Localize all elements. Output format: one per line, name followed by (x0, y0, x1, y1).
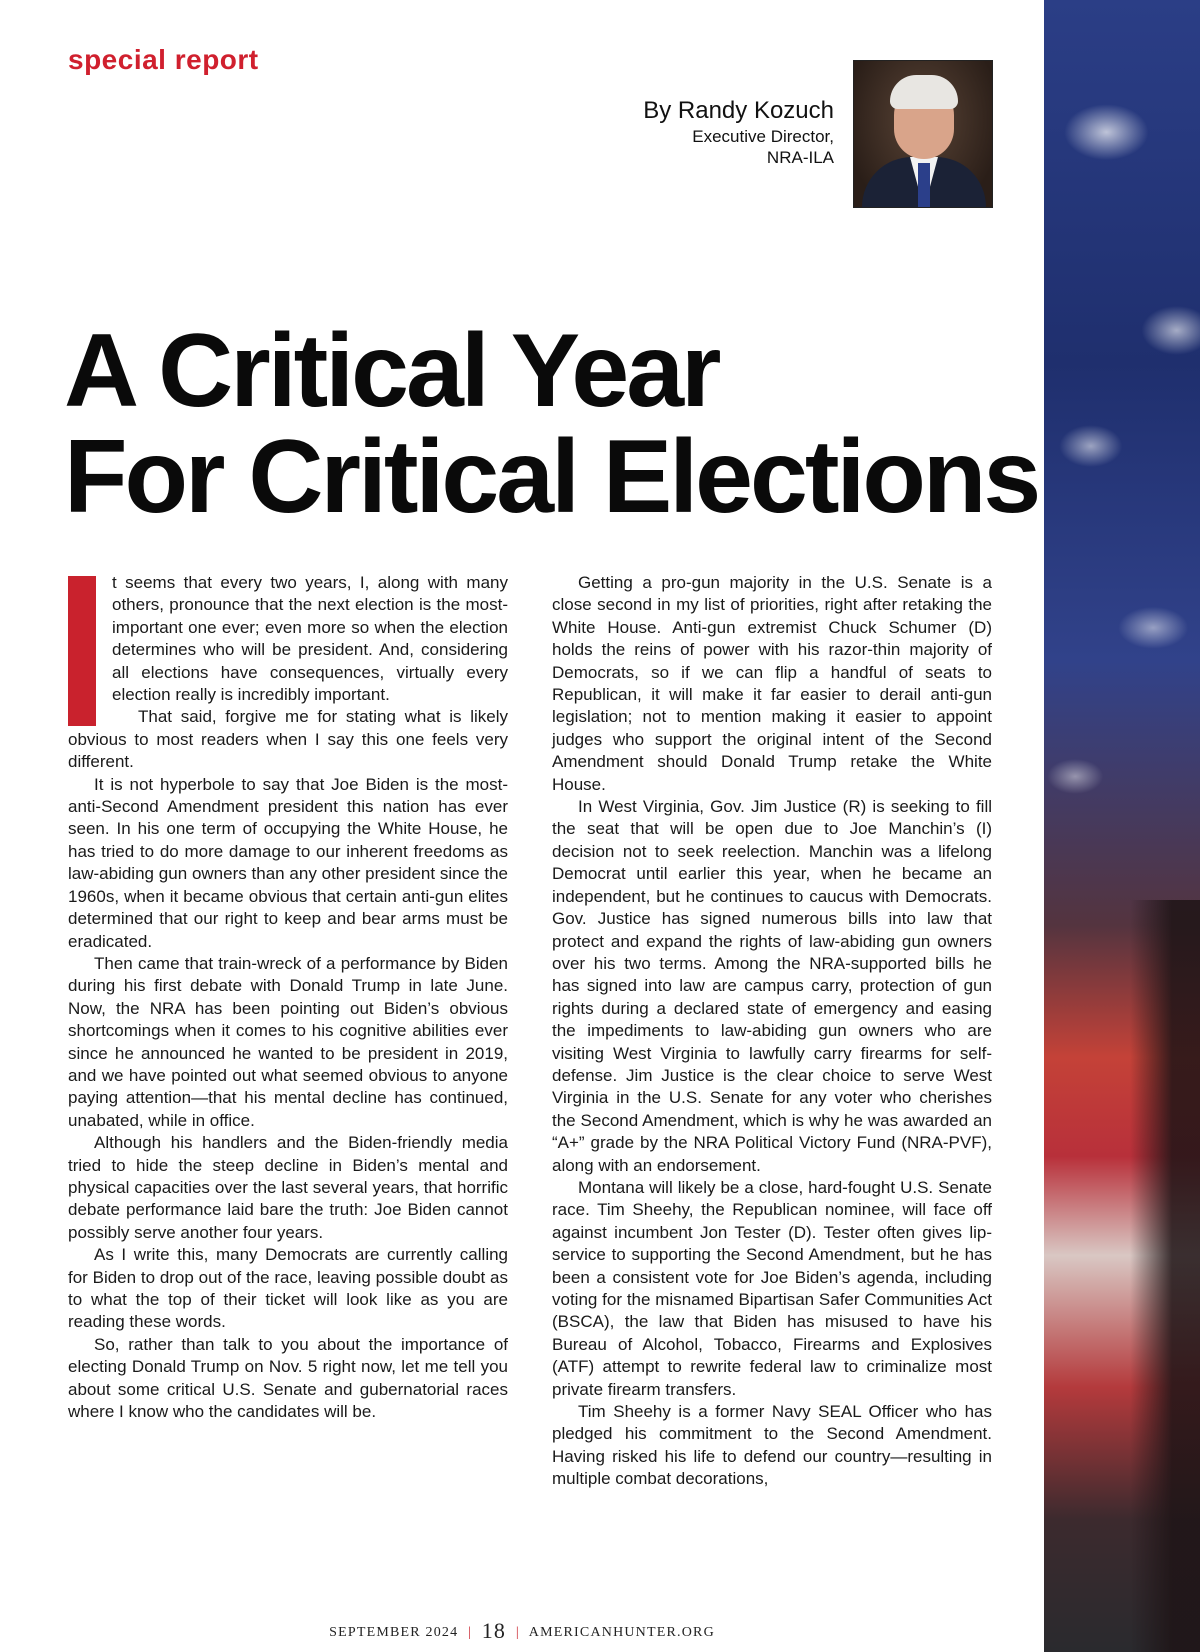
author-headshot (853, 60, 993, 208)
article-paragraph: Although his handlers and the Biden-friendly media tried to hide the steep decline in Biden’s mental and physical capacities over the last several years, that horrific debate performance laid bare the truth: Joe Biden cannot possibly serve another four years. (68, 1133, 508, 1242)
section-label: special report (68, 44, 259, 75)
article-column-right (552, 572, 992, 1491)
article-paragraph: t seems that every two years, I, along with many others, pronounce that the next election is the most-important one ever; even more so when the election determines who will be president. And, considering all elections have consequences, virtually every election really is incredibly important. (112, 573, 508, 705)
folio-page-number: 18 (481, 1618, 507, 1643)
folio-issue: SEPTEMBER 2024 (329, 1625, 459, 1640)
folio-separator: | (468, 1625, 473, 1640)
article-paragraph: So, rather than talk to you about the importance of electing Donald Trump on Nov. 5 right now, let me tell you about some critical U.S. Senate and gubernatorial races where I know who the candidates will be. (68, 1334, 508, 1422)
article-paragraph: As I write this, many Democrats are currently calling for Biden to drop out of the race, leaving possible doubt as to what the top of their ticket will look like as you are reading these words. (68, 1245, 508, 1332)
article-paragraph: Getting a pro-gun majority in the U.S. Senate is a close second in my list of priorities, right after retaking the White House. Anti-gun extremist Chuck Schumer (D) holds the reins of power with his razor-thin majority of Democrats, so if we can flip a handful of seats to Republican, it will make it far easier to derail anti-gun legislation; not to mention making it easier to appoint judges who support the original intent of the Second Amendment should Donald Trump retake the White House. (552, 573, 992, 794)
folio-separator: | (515, 1625, 520, 1640)
page-folio (0, 1618, 1044, 1644)
article-paragraph: Montana will likely be a close, hard-fought U.S. Senate race. Tim Sheehy, the Republican nominee, will face off against incumbent Jon Tester (D). Tester often gives lip-service to supporting the Second Amendment, but he has been a consistent vote for Joe Biden’s agenda, including voting for the misnamed Bipartisan Safer Communities Act (BSCA), the law that Biden has misused to have his Bureau of Alcohol, Tobacco, Firearms and Explosives (ATF) attempt to rewrite federal law to criminalize most private firearm transfers. (552, 1177, 992, 1399)
article-column-left (68, 572, 508, 1423)
headshot-hair (890, 75, 958, 109)
headline-line-2: For Critical Elections (64, 419, 1039, 535)
byline-title-line1: Executive Director, (692, 127, 834, 146)
byline-author: By Randy Kozuch (643, 97, 834, 124)
drop-cap (68, 576, 96, 726)
article-paragraph: That said, forgive me for stating what is likely obvious to most readers when I say this one feels very different. (68, 707, 508, 772)
folio-site: AMERICANHUNTER.ORG (528, 1625, 715, 1640)
article-paragraph: In West Virginia, Gov. Jim Justice (R) is seeking to fill the seat that will be open due to Joe Manchin’s (I) decision not to seek reelection. Manchin was a lifelong Democrat until earlier this year, when he became an independent, but he continues to caucus with Democrats. Gov. Justice has signed numerous bills into law that protect and expand the rights of law-abiding gun owners over his two terms. Among the NRA-supported bills he has signed into law are campus carry, protection of gun rights during a declared state of emergency and easing the impediments to law-abiding gun owners who are visiting West Virginia to lawfully carry firearms for self-defense. Jim Justice is the clear choice to serve West Virginia in the U.S. Senate for any voter who cherishes the Second Amendment, which is why he was awarded an “A+” grade by the NRA Political Victory Fund (NRA-PVF), along with an endorsement. (552, 797, 992, 1175)
article-headline (64, 313, 1039, 535)
article-paragraph: Then came that train-wreck of a performance by Biden during his first debate with Donald Trump in late June. Now, the NRA has been pointing out Biden’s obvious shortcomings when it comes to his cognitive abilities ever since he announced he wanted to be president in 2019, and we have pointed out what seemed obvious to anyone paying attention—that his mental decline has continued, unabated, while in office. (68, 953, 508, 1130)
byline-title-line2: NRA-ILA (766, 148, 834, 167)
photo-figure-shadow (1130, 900, 1200, 1652)
cover-photo-flag-background (1044, 0, 1200, 1652)
headline-line-1: A Critical Year (64, 313, 719, 429)
headshot-tie (918, 163, 930, 208)
byline (643, 96, 834, 168)
article-paragraph: It is not hyperbole to say that Joe Biden is the most-anti-Second Amendment president this nation has ever seen. In his one term of occupying the White House, he has tried to do more damage to our inherent freedoms as law-abiding gun owners than any other president since the 1960s, when it became obvious that certain anti-gun elites determined that our right to keep and bear arms must be eradicated. (68, 774, 508, 951)
article-paragraph: Tim Sheehy is a former Navy SEAL Officer who has pledged his commitment to the Second Amendment. Having risked his life to defend our country—resulting in multiple combat decorations, (552, 1402, 992, 1489)
